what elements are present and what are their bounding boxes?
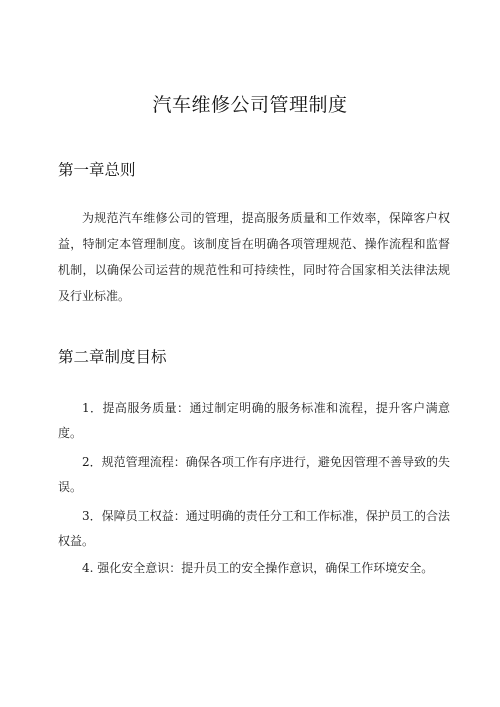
chapter-1-heading: 第一章总则 xyxy=(58,161,136,179)
chapter-1-paragraph: 为规范汽车维修公司的管理，提高服务质量和工作效率，保障客户权益，特制定本管理制度。该制度旨在明确各项管理规范、操作流程和监督机制，以确保公司运营的规范性和可持续性，同时符合国家相关法律法规及行业标准。 xyxy=(58,211,450,303)
goal-item-2: 2．规范管理流程：确保各项工作有序进行，避免因管理不善导致的失误。 xyxy=(58,455,450,494)
goal-item-3: 3．保障员工权益：通过明确的责任分工和工作标准，保护员工的合法权益。 xyxy=(58,509,450,548)
document-title: 汽车维修公司管理制度 xyxy=(152,94,348,116)
goal-item-1: 1．提高服务质量：通过制定明确的服务标准和流程，提升客户满意度。 xyxy=(58,401,450,440)
chapter-2-heading: 第二章制度目标 xyxy=(58,348,167,366)
goal-item-4: 4. 强化安全意识：提升员工的安全操作意识，确保工作环境安全。 xyxy=(82,561,434,575)
